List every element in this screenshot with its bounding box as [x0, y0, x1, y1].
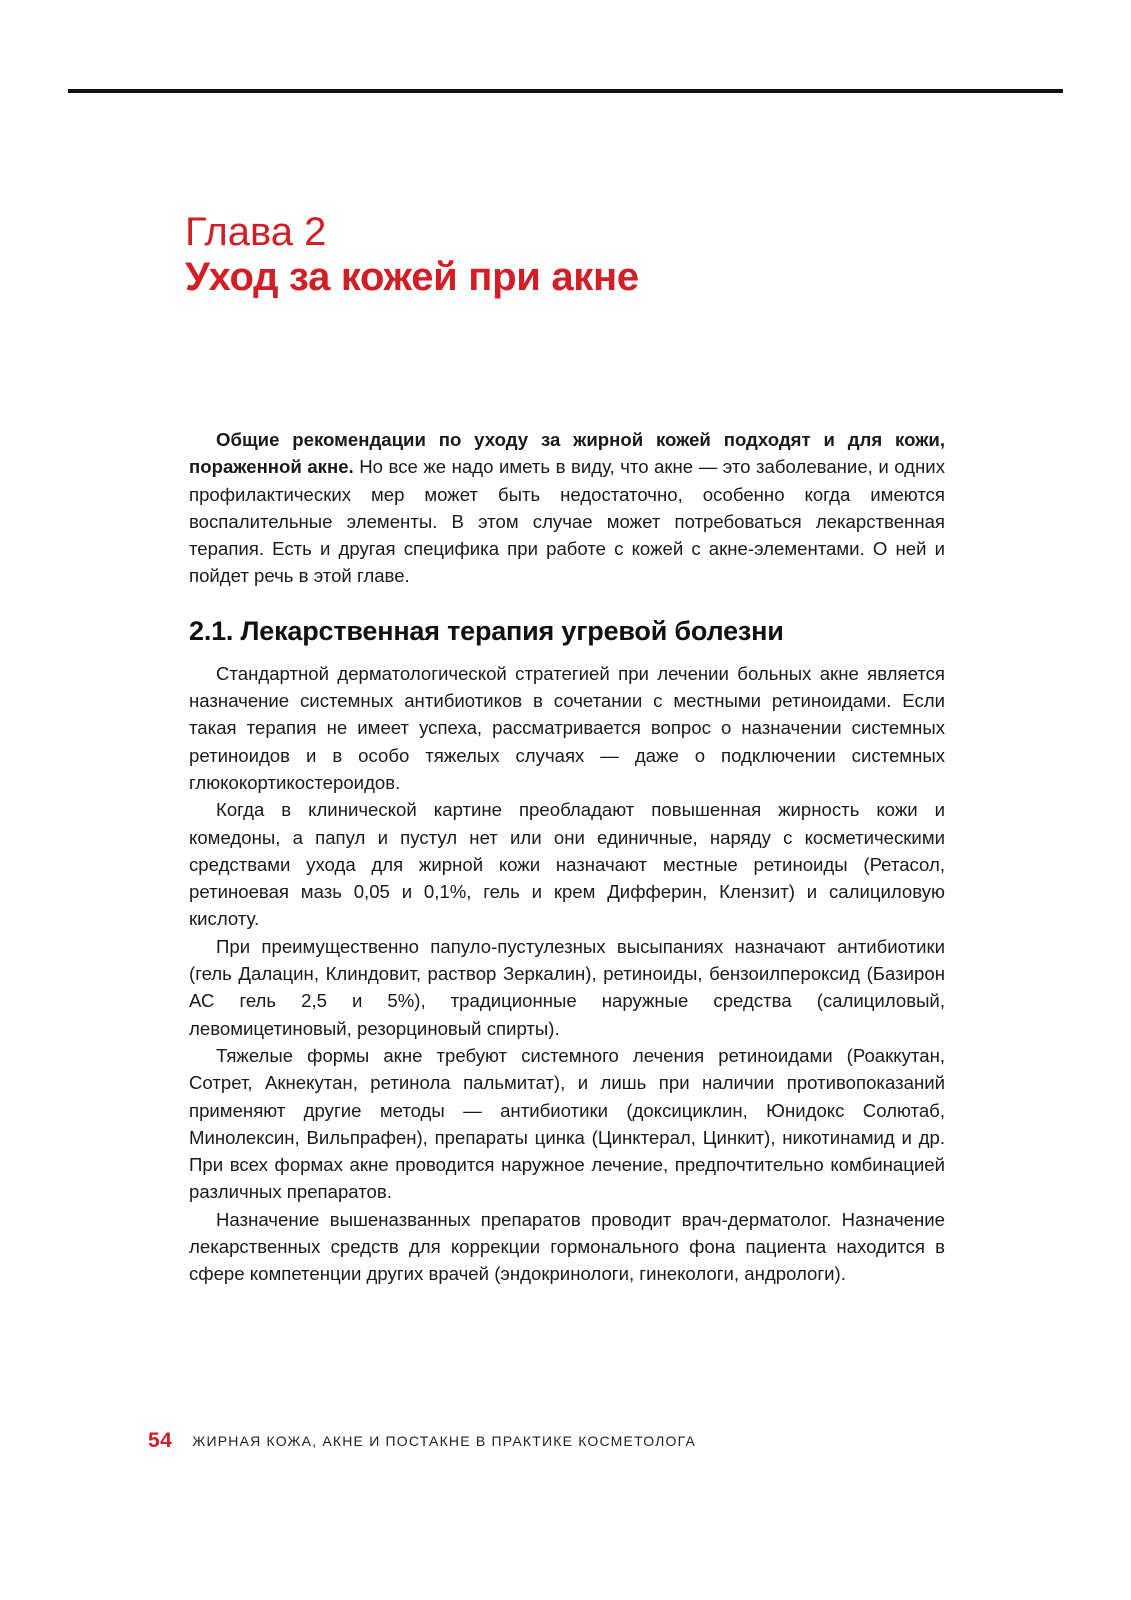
page-content [189, 426, 945, 1288]
page-number: 54 [148, 1429, 173, 1452]
running-head: ЖИРНАЯ КОЖА, АКНЕ И ПОСТАКНЕ В ПРАКТИКЕ КОСМЕТОЛОГА [192, 1433, 696, 1449]
section-paragraph: Когда в клинической картине преобладают повышенная жирность кожи и комедоны, а папул и пустул нет или они единичные, наряду с косметическими средствами ухода для жирной кожи назначают местные ретиноиды (Ретасол, ретиноевая мазь 0,05 и 0,1%, гель и крем Дифферин, Клензит) и салициловую кислоту. [189, 799, 945, 930]
intro-lead-bold: Общие рекомендации по уходу за жирной кожей подходят и для кожи, пораженной акне. [189, 429, 945, 478]
section-paragraph: При преимущественно папуло-пустулезных высыпаниях назначают антибиотики (гель Далацин, Клиндовит, раствор Зеркалин), ретиноиды, бензоилпероксид (Базирон АС гель 2,5 и 5%), традиционные наружные средства (салициловый, левомицетиновый, резорциновый спирты). [189, 935, 945, 1039]
section-paragraph: Тяжелые формы акне требуют системного лечения ретиноидами (Роаккутан, Сотрет, Акнекутан, ретинола пальмитат), и лишь при наличии противопоказаний применяют другие методы — антибиотики (доксициклин, Юнидокс Солютаб, Минолексин, Вильпрафен), препараты цинка (Цинктерал, Цинкит), никотинамид и др. При всех формах акне проводится наружное лечение, предпочтительно комбинацией различных препаратов. [189, 1044, 945, 1203]
page-footer [148, 1427, 696, 1455]
intro-paragraph [189, 426, 945, 590]
chapter-number: Глава 2 [185, 210, 327, 254]
top-rule [68, 89, 1063, 93]
section-paragraph: Стандартной дерматологической стратегией при лечении больных акне является назначение системных антибиотиков в сочетании с местными ретиноидами. Если такая терапия не имеет успеха, рассматривается вопрос о назначении системных ретиноидов и в особо тяжелых случаях — даже о подключении системных глюкокортикостероидов. [189, 662, 945, 793]
section-paragraph: Назначение вышеназванных препаратов проводит врач-дерматолог. Назначение лекарственных средств для коррекции гормонального фона пациента находится в сфере компетенции других врачей (эндокринологи, гинекологи, андрологи). [189, 1208, 945, 1285]
section-heading: 2.1. Лекарственная терапия угревой болезни [189, 615, 784, 646]
chapter-title: Уход за кожей при акне [185, 255, 639, 299]
intro-text: Но все же надо иметь в виду, что акне — это заболевание, и одних профилактических мер может быть недостаточно, особенно когда имеются воспалительные элементы. В этом случае может потребоваться лекарственная терапия. Есть и другая специфика при работе с кожей с акне-элементами. О ней и пойдет речь в этой главе. [189, 456, 945, 587]
